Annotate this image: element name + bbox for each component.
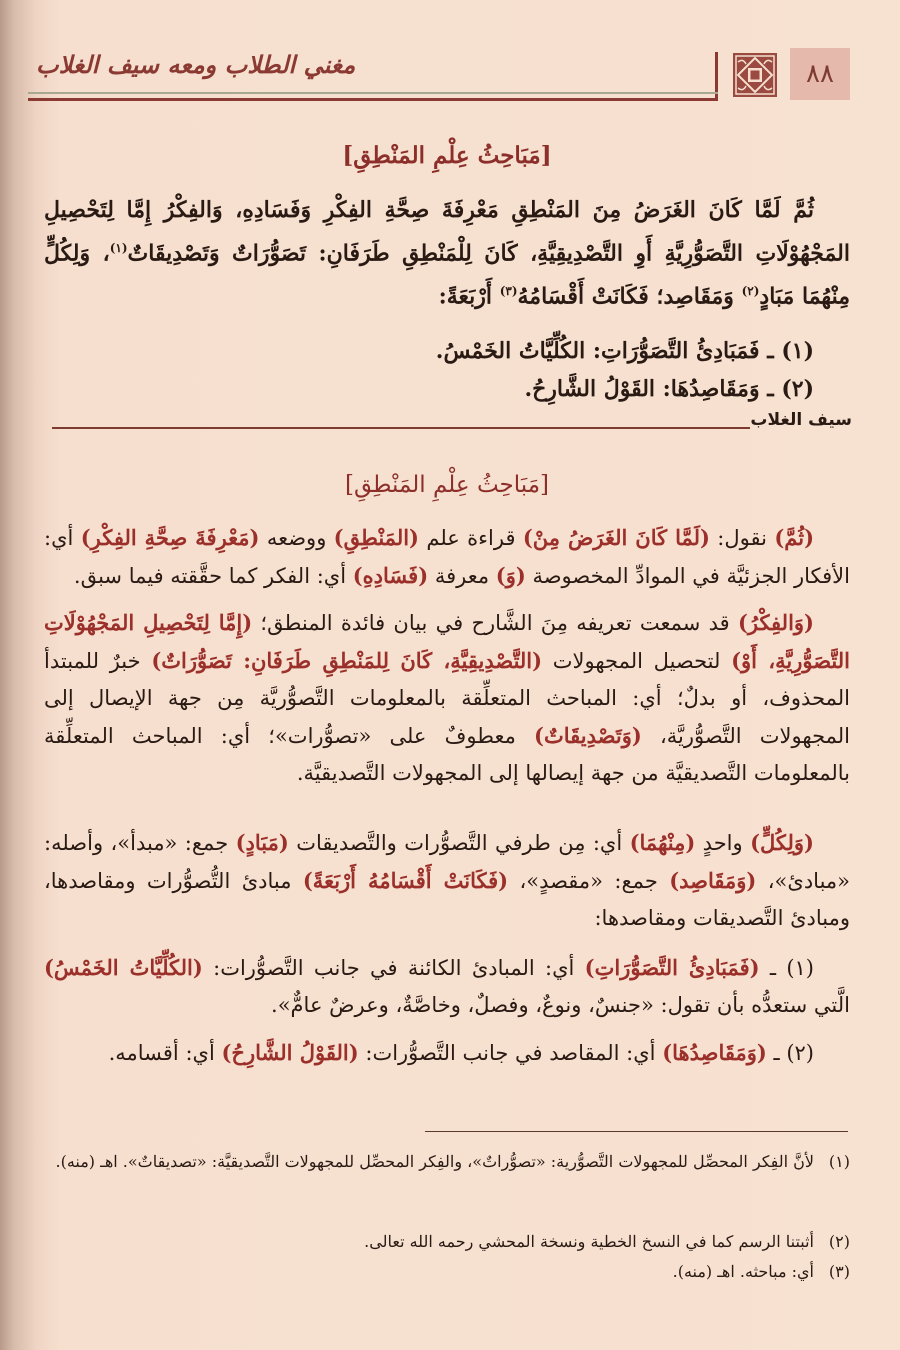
commentary-text: قراءة علم [419,526,523,550]
commentary-paragraph-1 [44,519,850,595]
commentary-text: أي: المقاصد في جانب التَّصوُّرات: [358,1041,663,1065]
matn-text: ، وَلِكُلٍّ مِنْهُمَا مَبَادٍ [44,240,850,310]
list-number: (١) ـ [759,956,814,980]
commentary-text: معرفة [428,564,496,588]
quoted-term: (وَمَقَاصِد) [669,868,757,893]
page-number: ٨٨ [790,48,850,100]
commentary-paragraph-4 [44,949,850,1024]
footnote-ref-2[interactable]: (٢) [741,284,760,299]
commentary-text: مبادئ التُّصوُّرات ومقاصدها، ومبادئ التَّصديقات ومقاصدها: [44,869,850,930]
commentary-text: جمع: «مبدأ»، وأصله: «مبادئ»، [44,831,851,893]
page-header [28,48,850,102]
commentary-text: جمع: «مقصدٍ»، [508,869,670,893]
footnote-text: أثبتنا الرسم كما في النسخ الخطية ونسخة المحشي رحمه الله تعالى. [364,1232,814,1251]
commentary-section-title: [مَبَاحِثُ عِلْمِ المَنْطِقِ] [345,472,549,498]
footnote-2 [50,1228,850,1256]
quoted-term: (فَسَادِهِ) [352,563,429,588]
quoted-term: (التَّصْدِيقِيَّةِ، كَانَ لِلمَنْطِقِ طَرَفَانِ: تَصَوُّرَاتٌ) [151,648,543,673]
commentary-text: أي: الأفكار الجزئيَّة في الموادِّ المخصوصة [44,526,850,588]
commentary-text: لتحصيل المجهولات [542,649,732,673]
commentary-text: واحدٍ [695,831,751,855]
quoted-term: (القَوْلُ الشَّارِحُ) [221,1040,359,1065]
commentary-text: قد سمعت تعريفه مِنَ الشَّارح في بيان فائدة المنطق؛ [252,611,738,635]
commentary-text: أي: مِن طرفي التَّصوُّرات والتَّصديقات [288,831,630,855]
quoted-term: (وَتَصْدِيقَاتٌ) [534,723,642,748]
commentary-text: الَّتي ستعدُّه بأن تقول: «جنسٌ، ونوعٌ، وفصلٌ، وخاصَّةٌ، وعرضٌ عامٌّ». [271,993,850,1017]
quoted-term: (وَ) [495,563,526,588]
footnote-number: (٣) [828,1262,850,1281]
footnote-number: (١) [828,1152,850,1171]
matn-list-item-2: (٢) ـ وَمَقَاصِدُهَا: القَوْلُ الشَّارِحُ. [524,376,814,402]
commentary-paragraph-5 [44,1034,850,1072]
matn-text: وَمَقَاصِد؛ فَكَانَتْ أَقْسَامُهُ [517,283,742,310]
header-rule-thin [28,92,718,94]
quoted-term: (وَلِكُلٍّ) [750,830,814,855]
commentary-divider [52,427,750,429]
footnote-number: (٢) [828,1232,850,1251]
footnote-1 [50,1148,850,1176]
footnote-3 [50,1258,850,1286]
list-number: (٢) ـ [766,1041,814,1065]
matn-section-title: [مَبَاحِثُ عِلْمِ المَنْطِقِ] [342,142,552,169]
footnote-ref-1[interactable]: (١) [109,241,128,255]
quoted-term: (الكُلِّيَّاتُ الخَمْسُ) [44,955,203,980]
commentary-text: ووضعه [259,526,334,550]
footnote-separator [425,1131,848,1132]
quoted-term: (مَبَادٍ) [235,830,289,855]
running-title: مغني الطلاب ومعه سيف الغلاب [36,50,356,79]
quoted-term: (مِنْهُمَا) [629,830,696,855]
commentary-text: أي: الفكر كما حقَّقته فيما سبق. [73,564,353,588]
quoted-term: (المَنْطِقِ) [333,525,419,550]
quoted-term: (وَمَقَاصِدُهَا) [662,1040,767,1065]
matn-text: ثُمَّ لَمَّا كَانَ الغَرَضُ مِنَ المَنْطِقِ مَعْرِفَةَ صِحَّةِ الفِكْرِ وَفَسَادِهِ، وَالفِكْرُ إِمَّا لِتَحْصِيلِ المَجْهُوْلَاتِ التَّصَوُّرِيَّةِ أَوِ التَّصْدِيقِيَّةِ، كَانَ لِلْمَنْطِقِ طَرَفَانِ: تَصَوُّرَاتٌ وَتَصْدِيقَاتٌ [44,197,850,267]
footnote-text: لأنَّ الفِكر المحصِّل للمجهولات التَّصوُّرية: «تصوُّراتٌ»، والفِكر المحصِّل للمجهولات التَّصديقيَّة: «تصديقاتٌ». اهـ (منه). [55,1152,814,1171]
quoted-term: (مَعْرِفَةَ صِحَّةِ الفِكْرِ) [80,525,260,550]
matn-paragraph [44,191,850,316]
quoted-term: (فَمَبَادِئُ التَّصَوُّرَاتِ) [584,955,760,980]
commentary-text: أي: المبادئ الكائنة في جانب التَّصوُّرات: [202,956,585,980]
commentary-text: معطوفٌ على «تصوُّرات»؛ أي: المباحث المتعلِّقة بالمعلومات التَّصديقيَّة من جهة إيصالها إلى المجهولات التَّصديقيَّة. [44,724,850,785]
commentary-text: أي: أقسامه. [108,1041,222,1065]
quoted-term: (فَكَانَتْ أَقْسَامُهُ أَرْبَعَةً) [302,868,509,893]
quoted-term: (لَمَّا كَانَ الغَرَضُ مِنْ) [522,525,710,550]
commentary-paragraph-2 [44,604,850,792]
quoted-term: (إِمَّا لِتَحْصِيلِ المَجْهُوْلَاتِ التَّصَوُّرِيَّةِ، أَوْ) [44,610,850,673]
quoted-term: (ثُمَّ) [774,525,815,550]
commentary-text: خبرٌ للمبتدأ المحذوف، أو بدلٌ؛ أي: المباحث المتعلِّقة بالمعلومات التَّصوُّريَّة مِن جهة الإيصال إلى المجهولات التَّصوُّريَّة، [44,649,850,748]
footnote-text: أي: مباحثه. اهـ (منه). [672,1262,814,1281]
arabesque-ornament-icon [732,52,778,98]
commentary-label: سيف الغلاب [750,410,852,430]
matn-text: أَرْبَعَةً: [438,283,500,310]
commentary-paragraph-3 [44,824,850,937]
commentary-text: نقول: [709,526,775,550]
footnote-ref-3[interactable]: (٣) [499,284,518,299]
header-rule-thick [28,98,718,101]
matn-list-item-1: (١) ـ فَمَبَادِئُ التَّصَوُّرَاتِ: الكُلِّيَّاتُ الخَمْسُ. [435,338,814,364]
quoted-term: (وَالفِكْرُ) [737,610,814,635]
